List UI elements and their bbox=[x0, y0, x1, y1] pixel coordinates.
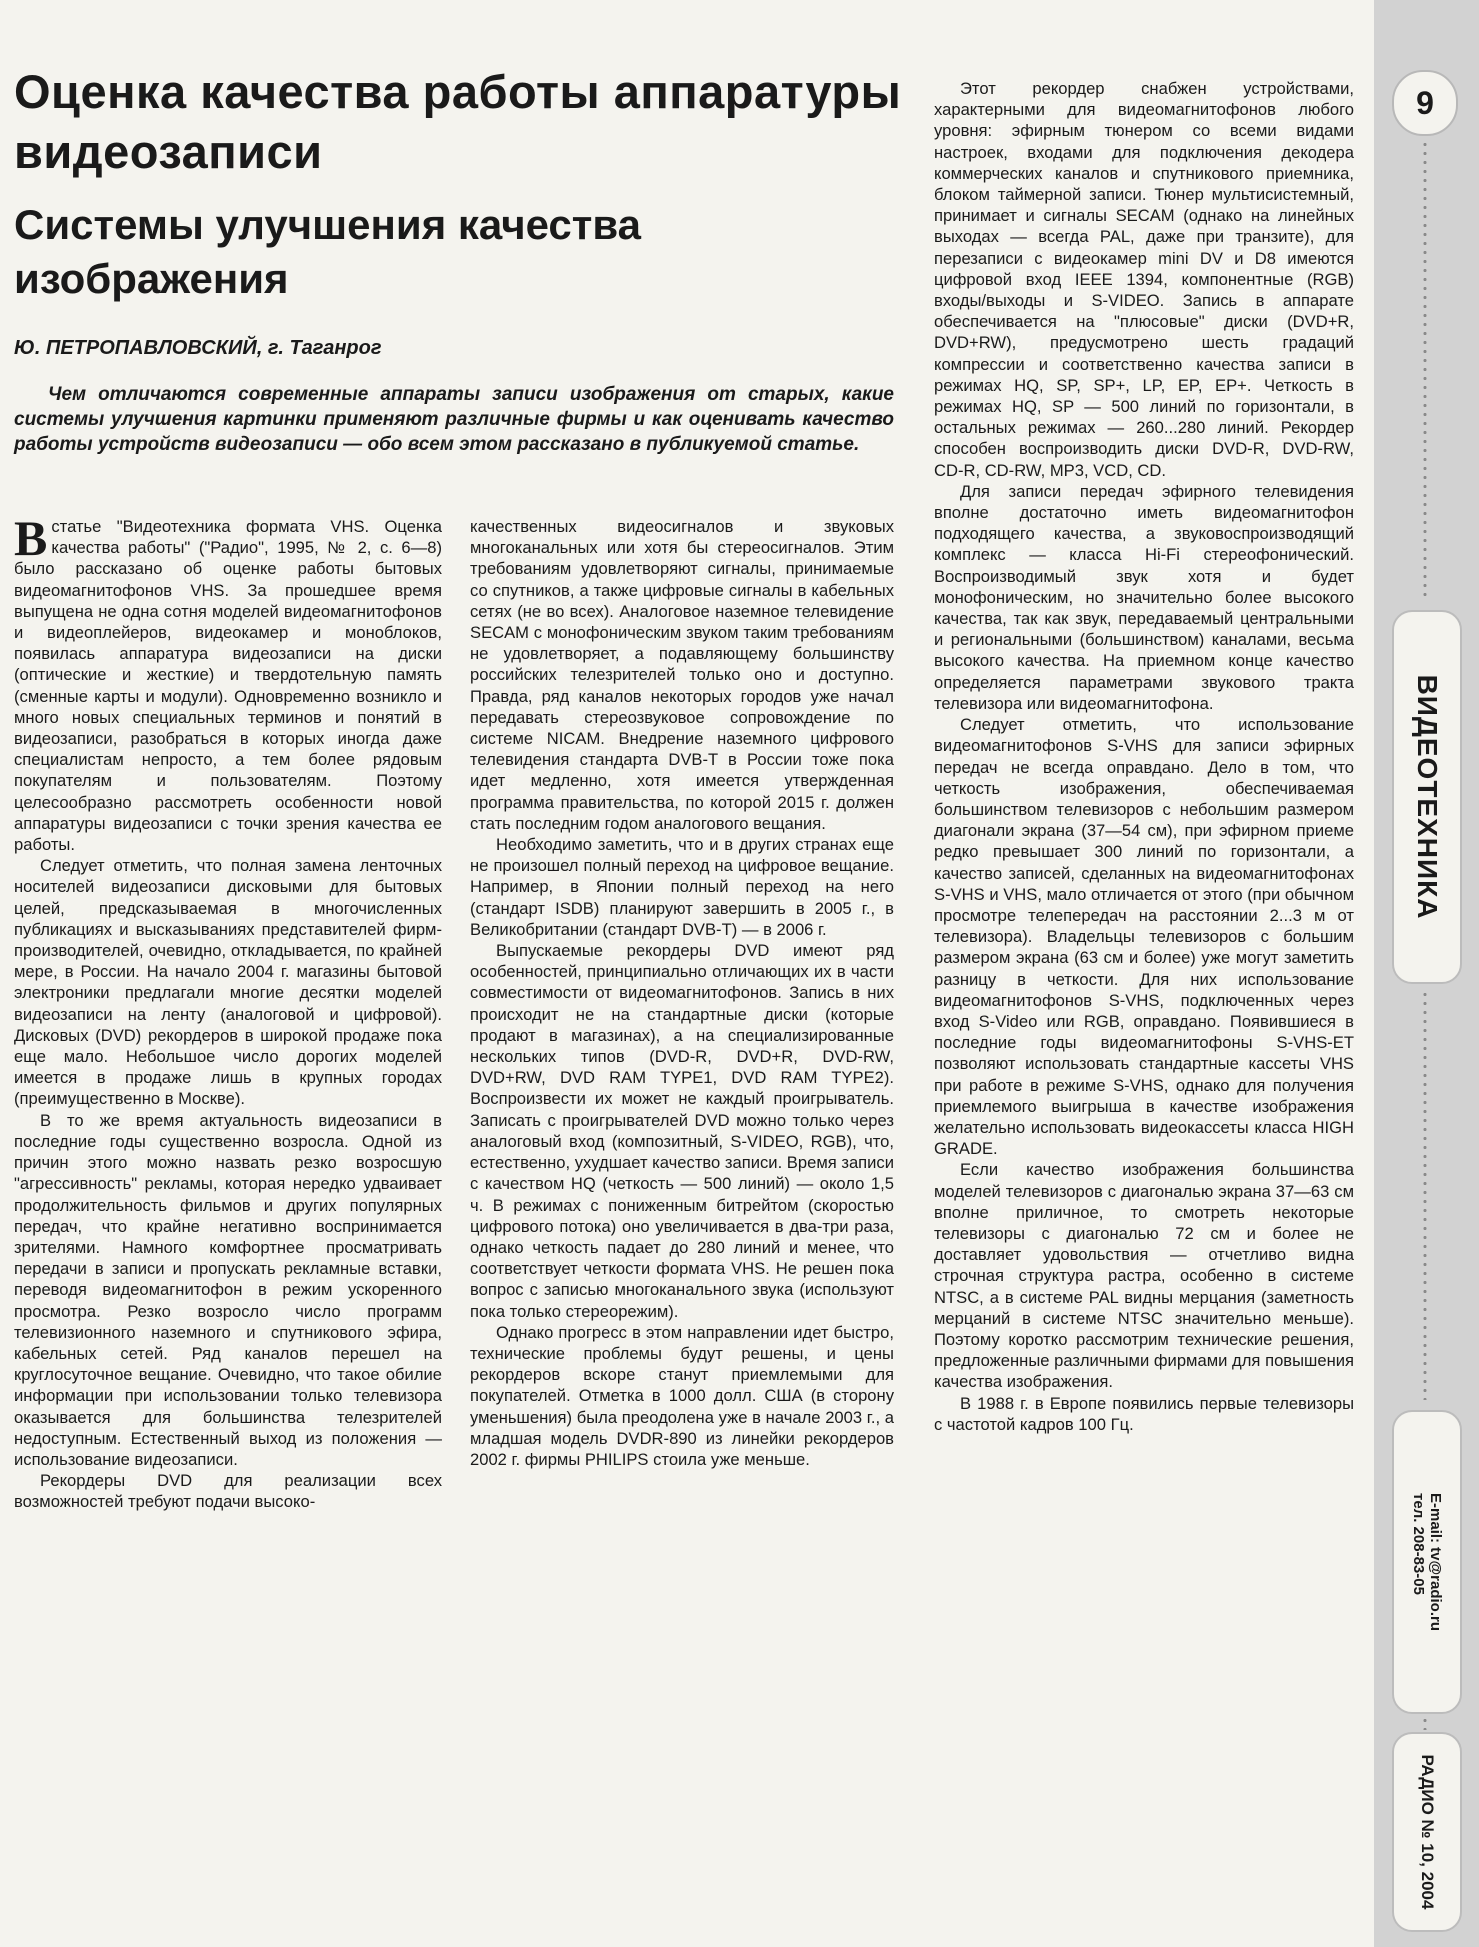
page-sidebar bbox=[1374, 0, 1479, 1947]
dotted-line bbox=[1423, 1716, 1427, 1730]
contact-email: E-mail: tv@radio.ru bbox=[1427, 1493, 1444, 1631]
paragraph: Для записи передач эфирного телевидения вполне достаточно иметь видеомагнитофон подходящего качества, а звуковоспроизводящий комплекс — класса Hi-Fi стереофонический. Воспроизводимый звук хотя и будет монофоническим, но значительно более высокого качества, так как звук, передаваемый центральными и региональными (большинством) каналами, весьма высокого качества. На приемном конце качество определяется параметрами звукового тракта телевизора или видеомагнитофона. bbox=[934, 481, 1354, 713]
paragraph: Рекордеры DVD для реализации всех возможностей требуют подачи высоко- bbox=[14, 1471, 442, 1512]
contact-block bbox=[1410, 1493, 1444, 1631]
article-author: Ю. ПЕТРОПАВЛОВСКИЙ, г. Таганрог bbox=[14, 337, 382, 359]
paragraph: Если качество изображения большинства моделей телевизоров с диагональю экрана 37—63 см вполне приличное, то смотреть некоторые телевизоры с диагональю 72 см и более не доставляет удовольствия — отчетливо видна строчная структура растра, особенно в системе NTSC, а в системе PAL видны мерцания (заметность мерцаний в системе NTSC значительно меньше). Поэтому коротко рассмотрим технические решения, предложенные различными фирмами для повышения качества изображения. bbox=[934, 1160, 1354, 1392]
paragraph: Однако прогресс в этом направлении идет быстро, технические проблемы будут решены, и цены рекордеров вскоре станут приемлемыми для покупателей. Отметка в 1000 долл. США (в сторону уменьшения) была преодолена уже в начале 2003 г., а младшая модель DVDR-890 из линейки рекордеров 2002 г. фирмы PHILIPS стоила уже меньше. bbox=[470, 1322, 894, 1469]
drop-cap: В bbox=[14, 510, 48, 566]
article-subtitle: Системы улучшения качества изображения bbox=[14, 201, 641, 302]
text-column-1 bbox=[14, 510, 442, 1513]
paragraph: Встатье "Видеотехника формата VHS. Оценка качества работы" ("Радио", 1995, № 2, с. 6—8) было рассказано об оценке работы бытовых видеомагнитофонов VHS. За прошедшее время выпущена не одна сотня моделей видеомагнитофонов и видеоплейеров, видеокамер и моноблоков, появилась аппаратура видеозаписи на диски (оптические и жесткие) и твердотельную память (сменные карты и модули). Одновременно возникло и много новых специальных терминов и понятий в видеозаписи, разобраться в которых иногда даже специалистам непросто, а тем более рядовым покупателям и пользователям. Поэтому целесообразно рассмотреть особенности новой аппаратуры видеозаписи с точки зрения качества ее работы. bbox=[14, 510, 442, 855]
paragraph: Следует отметить, что полная замена ленточных носителей видеозаписи дисковыми для бытовых целей, предсказываемая в многочисленных публикациях и высказываниях представителей фирм-производителей, очевидно, откладывается, по крайней мере, в России. На начало 2004 г. магазины бытовой электроники предлагали многие десятки моделей видеозаписи на ленту (аналоговой и цифровой). Дисковых (DVD) рекордеров в широкой продаже пока еще мало. Небольшое число дорогих моделей имеется в продаже лишь в крупных городах (преимущественно в Москве). bbox=[14, 856, 442, 1109]
contact-phone: тел. 208-83-05 bbox=[1410, 1493, 1427, 1595]
text-column-2 bbox=[470, 516, 894, 1470]
issue-tab bbox=[1392, 1732, 1462, 1932]
page-number: 9 bbox=[1392, 70, 1458, 136]
dotted-line bbox=[1423, 140, 1427, 600]
section-tab bbox=[1392, 610, 1462, 984]
article-lead: Чем отличаются современные аппараты записи изображения от старых, какие системы улучшения картинки применяют различные фирмы и как оценивать качество работы устройств видеозаписи — обо всем этом рассказано в публикуемой статье. bbox=[14, 384, 894, 455]
paragraph: В 1988 г. в Европе появились первые телевизоры с частотой кадров 100 Гц. bbox=[934, 1393, 1354, 1434]
issue-label: РАДИО № 10, 2004 bbox=[1418, 1754, 1437, 1910]
paragraph: Следует отметить, что использование видеомагнитофонов S-VHS для записи эфирных передач не всегда оправдано. Дело в том, что четкость изображения, обеспечиваемая большинством телевизоров с небольшим размером диагонали экрана (37—54 см), при эфирном приеме редко превышает 300 линий по горизонтали, а качество записей, сделанных на видеомагнитофонах S-VHS и VHS, мало отличается от этого (при обычном просмотре телепередач на расстоянии 2...3 м от телевизора). Владельцы телевизоров с большим размером экрана (63 см и более) уже могут заметить разницу в четкости. Для них использование видеомагнитофонов S-VHS, подключенных через вход S-Video или RGB, оправдано. Появившиеся в последние годы видеомагнитофоны S-VHS-ET позволяют использовать стандартные кассеты VHS при работе в режиме S-VHS, однако для получения приемлемого выигрыша в качестве изображения желательно использовать видеокассеты класса HIGH GRADE. bbox=[934, 715, 1354, 1159]
contact-tab bbox=[1392, 1410, 1462, 1714]
dotted-line bbox=[1423, 990, 1427, 1400]
paragraph: Выпускаемые рекордеры DVD имеют ряд особенностей, принципиально отличающих их в части совместимости от видеомагнитофонов. Запись в них происходит не на стандартные диски (которые продают в магазинах), а на специализированные нескольких типов (DVD-R, DVD+R, DVD-RW, DVD+RW, DVD RAM TYPE1, DVD RAM TYPE2). Воспроизвести их может не каждый проигрыватель. Записать с проигрывателей DVD можно только через аналоговый вход (композитный, S-VIDEO, RGB), что, естественно, ухудшает качество записи. Время записи с качеством HQ (четкость — 500 линий) — около 1,5 ч. В режимах с пониженным битрейтом (скоростью цифрового потока) оно увеличивается в два-три раза, однако четкость падает до 280 линий и менее, что соответствует четкости формата VHS. Не решен пока вопрос с записью многоканального звука (используют пока только стереорежим). bbox=[470, 941, 894, 1321]
article-title: Оценка качества работы аппаратуры видеозаписи bbox=[14, 65, 902, 178]
paragraph: В то же время актуальность видеозаписи в последние годы существенно возросла. Одной из причин этого можно назвать резко возросшую "агрессивность" рекламы, которая нередко удваивает продолжительность фильмов и других популярных передач, что крайне негативно воспринимается зрителями. Намного комфортнее просматривать передачи в записи и пропускать рекламные вставки, переводя видеомагнитофон в режим ускоренного просмотра. Резко возросло число программ телевизионного наземного и спутникового эфира, кабельных сетей. Ряд каналов перешел на круглосуточное вещание. Очевидно, что такое обилие информации при использовании только телевизора оказывается для большинства телезрителей недоступным. Естественный выход из положения — использование видеозаписи. bbox=[14, 1110, 442, 1469]
section-label: ВИДЕОТЕХНИКА bbox=[1412, 674, 1443, 920]
text-column-3 bbox=[934, 78, 1354, 1435]
paragraph: Необходимо заметить, что и в других странах еще не произошел полный переход на цифровое вещание. Например, в Японии полный переход на него (стандарт ISDB) планируют завершить в 2005 г., в Великобритании (стандарт DVB-T) — в 2006 г. bbox=[470, 835, 894, 939]
paragraph: качественных видеосигналов и звуковых многоканальных или хотя бы стереосигналов. Этим требованиям удовлетворяют сигналы, принимаемые со спутников, а также цифровые сигналы в кабельных сетях (не во всех). Аналоговое наземное телевидение SECAM с монофоническим звуком таким требованиям не удовлетворяет, а подавляющему большинству российских телезрителей только оно и доступно. Правда, ряд каналов некоторых городов уже начал передавать стереозвуковое сопровождение по системе NICAM. Внедрение наземного цифрового телевидения стандарта DVB-T в России тоже пока идет медленно, хотя имеется утвержденная программа правительства, по которой 2015 г. должен стать последним годом аналогового вещания. bbox=[470, 517, 894, 833]
paragraph: Этот рекордер снабжен устройствами, характерными для видеомагнитофонов любого уровня: эфирным тюнером со всеми видами настроек, входами для подключения декодера коммерческих каналов и спутникового приемника, блоком таймерной записи. Тюнер мультисистемный, принимает и сигналы SECAM (однако на линейных выходах — всегда PAL, даже при транзите), для перезаписи с видеокамер mini DV и D8 имеются цифровой вход IEEE 1394, компонентные (RGB) входы/выходы и S-VIDEO. Запись в аппарате обеспечивается на "плюсовые" диски (DVD+R, DVD+RW), предусмотрено шесть градаций компрессии и соответственно качества записи в режимах HQ, SP, SP+, LP, EP, EP+. Четкость в режимах HQ, SP — 500 линий по горизонтали, в остальных режимах — 260...280 линий. Рекордер способен воспроизводить диски DVD-R, DVD-RW, CD-R, CD-RW, MP3, VCD, CD. bbox=[934, 79, 1354, 480]
